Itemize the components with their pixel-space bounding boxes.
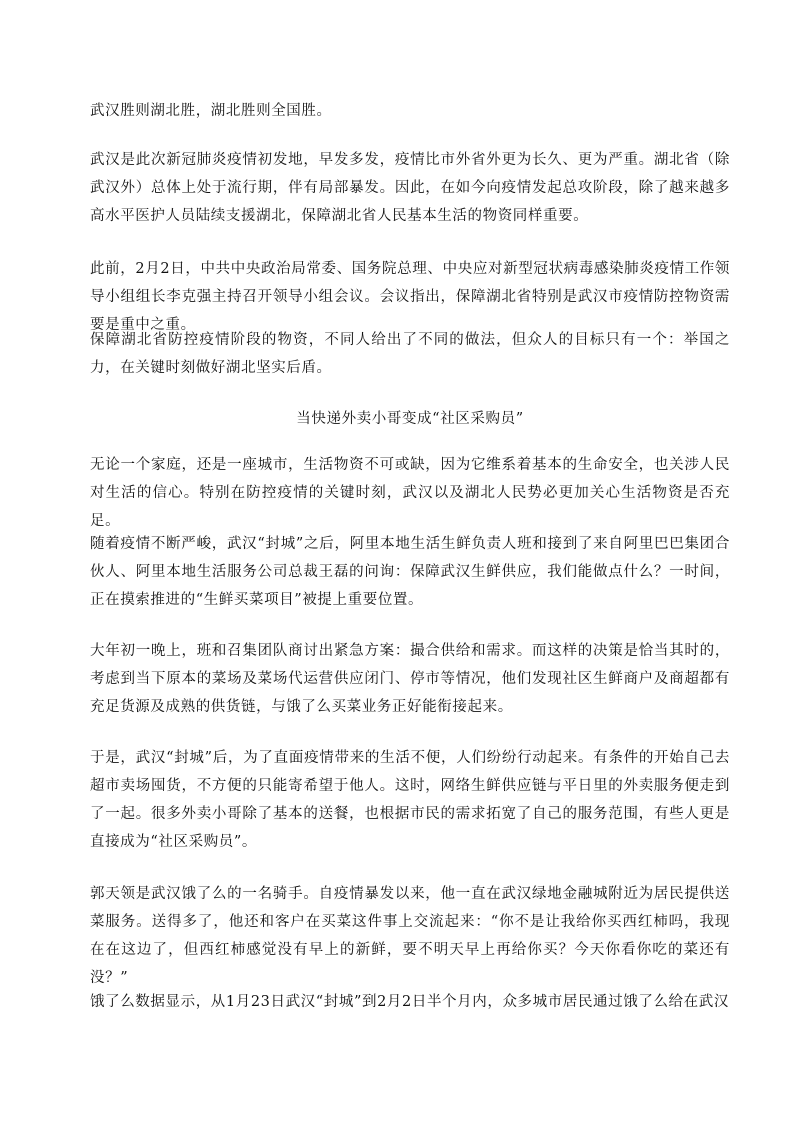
section-heading: 当快递外卖小哥变成“社区采购员” [296,411,524,427]
paragraph-1: 武汉胜则湖北胜，湖北胜则全国胜。 [90,103,332,119]
paragraph-8: 于是，武汉“封城”后，为了直面疫情带来的生活不便，人们纷纷行动起来。有条件的开始自己去超市卖场囤货，不方便的只能寄希望于他人。这时，网络生鲜供应链与平日里的外卖服务便走到了一起。很多外卖小哥除了基本的送餐，也根据市民的需求拓宽了自己的服务范围，有些人更是直接成为“社区采购员”。 [90,750,730,850]
paragraph-7: 大年初一晚上，班和召集团队商讨出紧急方案：撮合供给和需求。而这样的决策是恰当其时的，考虑到当下原本的菜场及菜场代运营供应闭门、停市等情况，他们发现社区生鲜商户及商超都有充足货源及成熟的供货链，与饿了么买菜业务正好能衔接起来。 [90,643,730,715]
paragraph-2: 武汉是此次新冠肺炎疫情初发地，早发多发，疫情比市外省外更为长久、更为严重。湖北省（除武汉外）总体上处于流行期，伴有局部暴发。因此，在如今向疫情发起总攻阶段，除了越来越多高水平医护人员陆续支援湖北，保障湖北省人民基本生活的物资同样重要。 [90,152,730,224]
paragraph-6: 随着疫情不断严峻，武汉“封城”之后，阿里本地生活生鲜负责人班和接到了来自阿里巴巴集团合伙人、阿里本地生活服务公司总裁王磊的问询：保障武汉生鲜供应，我们能做点什么？一时间，正在摸索推进的“生鲜买菜项目”被提上重要位置。 [90,536,730,608]
paragraph-10: 饿了么数据显示，从1月23日武汉“封城”到2月2日半个月内，众多城市居民通过饿了么给在武汉 [90,994,729,1010]
paragraph-3: 此前，2月2日，中共中央政治局常委、国务院总理、中央应对新型冠状病毒感染肺炎疫情工作领导小组组长李克强主持召开领导小组会议。会议指出，保障湖北省特别是武汉市疫情防控物资需要是重中之重。 [90,261,730,333]
paragraph-4: 保障湖北省防控疫情阶段的物资，不同人给出了不同的做法，但众人的目标只有一个：举国之力，在关键时刻做好湖北坚实后盾。 [90,332,730,376]
paragraph-9: 郭天领是武汉饿了么的一名骑手。自疫情暴发以来，他一直在武汉绿地金融城附近为居民提供送菜服务。送得多了，他还和客户在买菜这件事上交流起来：“你不是让我给你买西红柿吗，我现在在这边了，但西红柿感觉没有早上的新鲜，要不明天早上再给你买？今天你看你吃的菜还有没？” [90,886,730,986]
paragraph-5: 无论一个家庭，还是一座城市，生活物资不可或缺，因为它维系着基本的生命安全，也关涉人民对生活的信心。特别在防控疫情的关键时刻，武汉以及湖北人民势必更加关心生活物资是否充足。 [90,457,730,529]
